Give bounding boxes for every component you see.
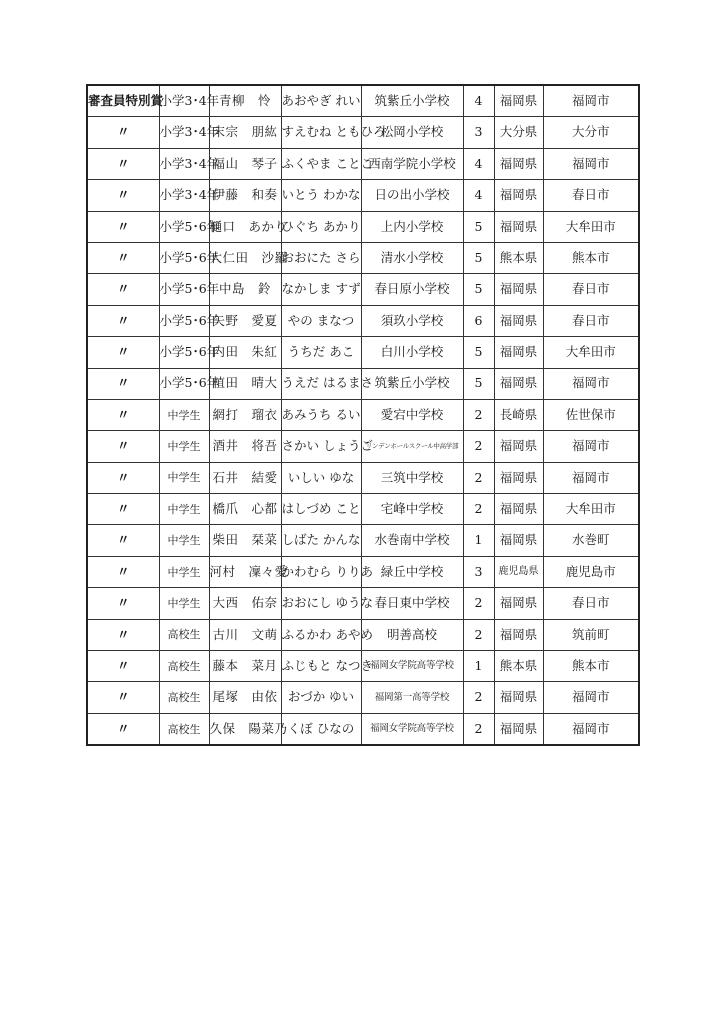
kana-cell: はしづめ こと	[281, 494, 361, 525]
award-cell: 〃	[87, 494, 159, 525]
name-cell: 矢野 愛夏	[209, 305, 281, 336]
city-cell: 大分市	[543, 117, 639, 148]
year-cell: 2	[463, 462, 494, 493]
prefecture-cell: 福岡県	[494, 682, 543, 713]
kana-cell: さかい しょうご	[281, 431, 361, 462]
award-cell: 〃	[87, 713, 159, 745]
school-cell: リンデンホールスクール中高学部	[361, 431, 463, 462]
award-cell: 〃	[87, 525, 159, 556]
award-cell: 〃	[87, 148, 159, 179]
name-cell: 酒井 将吾	[209, 431, 281, 462]
award-cell: 〃	[87, 274, 159, 305]
grade-cell: 小学5･6年	[159, 274, 209, 305]
prefecture-cell: 長崎県	[494, 399, 543, 430]
table-row	[87, 368, 639, 399]
table-row	[87, 180, 639, 211]
name-cell: 中島 鈴	[209, 274, 281, 305]
city-cell: 大牟田市	[543, 337, 639, 368]
year-cell: 5	[463, 274, 494, 305]
year-cell: 3	[463, 556, 494, 587]
table-row	[87, 682, 639, 713]
award-cell: 〃	[87, 242, 159, 273]
award-cell: 〃	[87, 337, 159, 368]
city-cell: 熊本市	[543, 242, 639, 273]
kana-cell: しばた かんな	[281, 525, 361, 556]
year-cell: 6	[463, 305, 494, 336]
prefecture-cell: 福岡県	[494, 431, 543, 462]
kana-cell: うえだ はるまさ	[281, 368, 361, 399]
kana-cell: くぼ ひなの	[281, 713, 361, 745]
table-row	[87, 431, 639, 462]
name-cell: 尾塚 由依	[209, 682, 281, 713]
city-cell: 福岡市	[543, 368, 639, 399]
prefecture-cell: 福岡県	[494, 525, 543, 556]
grade-cell: 小学5･6年	[159, 242, 209, 273]
table-row	[87, 619, 639, 650]
city-cell: 福岡市	[543, 148, 639, 179]
table-row	[87, 274, 639, 305]
city-cell: 福岡市	[543, 431, 639, 462]
kana-cell: ふじもと なつき	[281, 651, 361, 682]
table-row	[87, 713, 639, 745]
school-cell: 清水小学校	[361, 242, 463, 273]
table-row	[87, 337, 639, 368]
award-results-table	[86, 84, 640, 746]
kana-cell: おおにし ゆうな	[281, 588, 361, 619]
school-cell: 筑紫丘小学校	[361, 368, 463, 399]
year-cell: 2	[463, 431, 494, 462]
school-cell: 須玖小学校	[361, 305, 463, 336]
city-cell: 福岡市	[543, 682, 639, 713]
city-cell: 春日市	[543, 180, 639, 211]
year-cell: 4	[463, 180, 494, 211]
kana-cell: あみうち るい	[281, 399, 361, 430]
year-cell: 4	[463, 148, 494, 179]
year-cell: 5	[463, 211, 494, 242]
city-cell: 大牟田市	[543, 494, 639, 525]
grade-cell: 小学5･6年	[159, 211, 209, 242]
school-cell: 三筑中学校	[361, 462, 463, 493]
grade-cell: 小学5･6年	[159, 305, 209, 336]
prefecture-cell: 熊本県	[494, 651, 543, 682]
award-cell: 〃	[87, 305, 159, 336]
prefecture-cell: 鹿児島県	[494, 556, 543, 587]
name-cell: 柴田 栞菜	[209, 525, 281, 556]
year-cell: 4	[463, 85, 494, 117]
prefecture-cell: 福岡県	[494, 305, 543, 336]
table-row	[87, 148, 639, 179]
grade-cell: 小学3･4年	[159, 180, 209, 211]
year-cell: 1	[463, 525, 494, 556]
prefecture-cell: 福岡県	[494, 337, 543, 368]
grade-cell: 中学生	[159, 399, 209, 430]
city-cell: 筑前町	[543, 619, 639, 650]
name-cell: 久保 陽菜乃	[209, 713, 281, 745]
school-cell: 西南学院小学校	[361, 148, 463, 179]
kana-cell: ひぐち あかり	[281, 211, 361, 242]
kana-cell: うちだ あこ	[281, 337, 361, 368]
year-cell: 2	[463, 619, 494, 650]
table-row	[87, 525, 639, 556]
city-cell: 鹿児島市	[543, 556, 639, 587]
name-cell: 樋口 あかり	[209, 211, 281, 242]
year-cell: 2	[463, 588, 494, 619]
grade-cell: 小学3･4年	[159, 117, 209, 148]
city-cell: 大牟田市	[543, 211, 639, 242]
kana-cell: かわむら りりあ	[281, 556, 361, 587]
name-cell: 河村 凜々愛	[209, 556, 281, 587]
grade-cell: 中学生	[159, 588, 209, 619]
school-cell: 上内小学校	[361, 211, 463, 242]
table-row	[87, 462, 639, 493]
table-row	[87, 651, 639, 682]
name-cell: 末宗 朋紘	[209, 117, 281, 148]
table-row	[87, 211, 639, 242]
kana-cell: ふるかわ あやめ	[281, 619, 361, 650]
year-cell: 1	[463, 651, 494, 682]
name-cell: 青柳 怜	[209, 85, 281, 117]
grade-cell: 小学3･4年	[159, 85, 209, 117]
prefecture-cell: 福岡県	[494, 148, 543, 179]
award-cell: 〃	[87, 180, 159, 211]
name-cell: 大仁田 沙羅	[209, 242, 281, 273]
grade-cell: 高校生	[159, 651, 209, 682]
school-cell: 福岡女学院高等学校	[361, 651, 463, 682]
award-cell: 〃	[87, 399, 159, 430]
grade-cell: 高校生	[159, 682, 209, 713]
school-cell: 白川小学校	[361, 337, 463, 368]
table-row	[87, 588, 639, 619]
school-cell: 筑紫丘小学校	[361, 85, 463, 117]
year-cell: 2	[463, 713, 494, 745]
prefecture-cell: 福岡県	[494, 494, 543, 525]
name-cell: 石井 結愛	[209, 462, 281, 493]
table-row	[87, 117, 639, 148]
grade-cell: 中学生	[159, 494, 209, 525]
award-cell: 〃	[87, 368, 159, 399]
school-cell: 福岡女学院高等学校	[361, 713, 463, 745]
city-cell: 春日市	[543, 274, 639, 305]
school-cell: 水巻南中学校	[361, 525, 463, 556]
grade-cell: 高校生	[159, 619, 209, 650]
grade-cell: 小学5･6年	[159, 368, 209, 399]
year-cell: 2	[463, 682, 494, 713]
school-cell: 福岡第一高等学校	[361, 682, 463, 713]
table-row	[87, 399, 639, 430]
prefecture-cell: 福岡県	[494, 619, 543, 650]
year-cell: 2	[463, 399, 494, 430]
city-cell: 福岡市	[543, 713, 639, 745]
kana-cell: ふくやま ことこ	[281, 148, 361, 179]
year-cell: 3	[463, 117, 494, 148]
prefecture-cell: 熊本県	[494, 242, 543, 273]
prefecture-cell: 福岡県	[494, 462, 543, 493]
city-cell: 春日市	[543, 588, 639, 619]
grade-cell: 高校生	[159, 713, 209, 745]
table-row	[87, 305, 639, 336]
school-cell: 愛宕中学校	[361, 399, 463, 430]
name-cell: 植田 晴大	[209, 368, 281, 399]
school-cell: 明善高校	[361, 619, 463, 650]
kana-cell: おおにた さら	[281, 242, 361, 273]
table-row	[87, 242, 639, 273]
name-cell: 古川 文萌	[209, 619, 281, 650]
grade-cell: 小学5･6年	[159, 337, 209, 368]
city-cell: 福岡市	[543, 85, 639, 117]
name-cell: 伊藤 和奏	[209, 180, 281, 211]
kana-cell: あおやぎ れい	[281, 85, 361, 117]
name-cell: 内田 朱紅	[209, 337, 281, 368]
award-cell: 〃	[87, 462, 159, 493]
table-row	[87, 85, 639, 117]
kana-cell: おづか ゆい	[281, 682, 361, 713]
school-cell: 春日原小学校	[361, 274, 463, 305]
kana-cell: なかしま すず	[281, 274, 361, 305]
award-cell: 〃	[87, 556, 159, 587]
prefecture-cell: 福岡県	[494, 85, 543, 117]
prefecture-cell: 福岡県	[494, 274, 543, 305]
grade-cell: 中学生	[159, 431, 209, 462]
table-row	[87, 494, 639, 525]
prefecture-cell: 福岡県	[494, 180, 543, 211]
table-body	[87, 85, 639, 745]
grade-cell: 中学生	[159, 462, 209, 493]
year-cell: 5	[463, 337, 494, 368]
city-cell: 熊本市	[543, 651, 639, 682]
name-cell: 大西 佑奈	[209, 588, 281, 619]
table-row	[87, 556, 639, 587]
award-cell: 〃	[87, 211, 159, 242]
year-cell: 5	[463, 242, 494, 273]
name-cell: 福山 琴子	[209, 148, 281, 179]
prefecture-cell: 福岡県	[494, 713, 543, 745]
school-cell: 春日東中学校	[361, 588, 463, 619]
award-cell: 〃	[87, 588, 159, 619]
prefecture-cell: 福岡県	[494, 588, 543, 619]
prefecture-cell: 福岡県	[494, 211, 543, 242]
kana-cell: いとう わかな	[281, 180, 361, 211]
grade-cell: 小学3･4年	[159, 148, 209, 179]
award-cell: 〃	[87, 682, 159, 713]
school-cell: 緑丘中学校	[361, 556, 463, 587]
city-cell: 福岡市	[543, 462, 639, 493]
kana-cell: やの まなつ	[281, 305, 361, 336]
name-cell: 藤本 菜月	[209, 651, 281, 682]
school-cell: 松岡小学校	[361, 117, 463, 148]
city-cell: 水巻町	[543, 525, 639, 556]
kana-cell: すえむね ともひろ	[281, 117, 361, 148]
city-cell: 春日市	[543, 305, 639, 336]
year-cell: 5	[463, 368, 494, 399]
award-cell: 審査員特別賞	[87, 85, 159, 117]
grade-cell: 中学生	[159, 556, 209, 587]
award-cell: 〃	[87, 619, 159, 650]
school-cell: 日の出小学校	[361, 180, 463, 211]
name-cell: 橋爪 心都	[209, 494, 281, 525]
prefecture-cell: 福岡県	[494, 368, 543, 399]
name-cell: 網打 瑠衣	[209, 399, 281, 430]
city-cell: 佐世保市	[543, 399, 639, 430]
grade-cell: 中学生	[159, 525, 209, 556]
award-cell: 〃	[87, 117, 159, 148]
school-cell: 宅峰中学校	[361, 494, 463, 525]
award-cell: 〃	[87, 651, 159, 682]
kana-cell: いしい ゆな	[281, 462, 361, 493]
year-cell: 2	[463, 494, 494, 525]
award-cell: 〃	[87, 431, 159, 462]
prefecture-cell: 大分県	[494, 117, 543, 148]
